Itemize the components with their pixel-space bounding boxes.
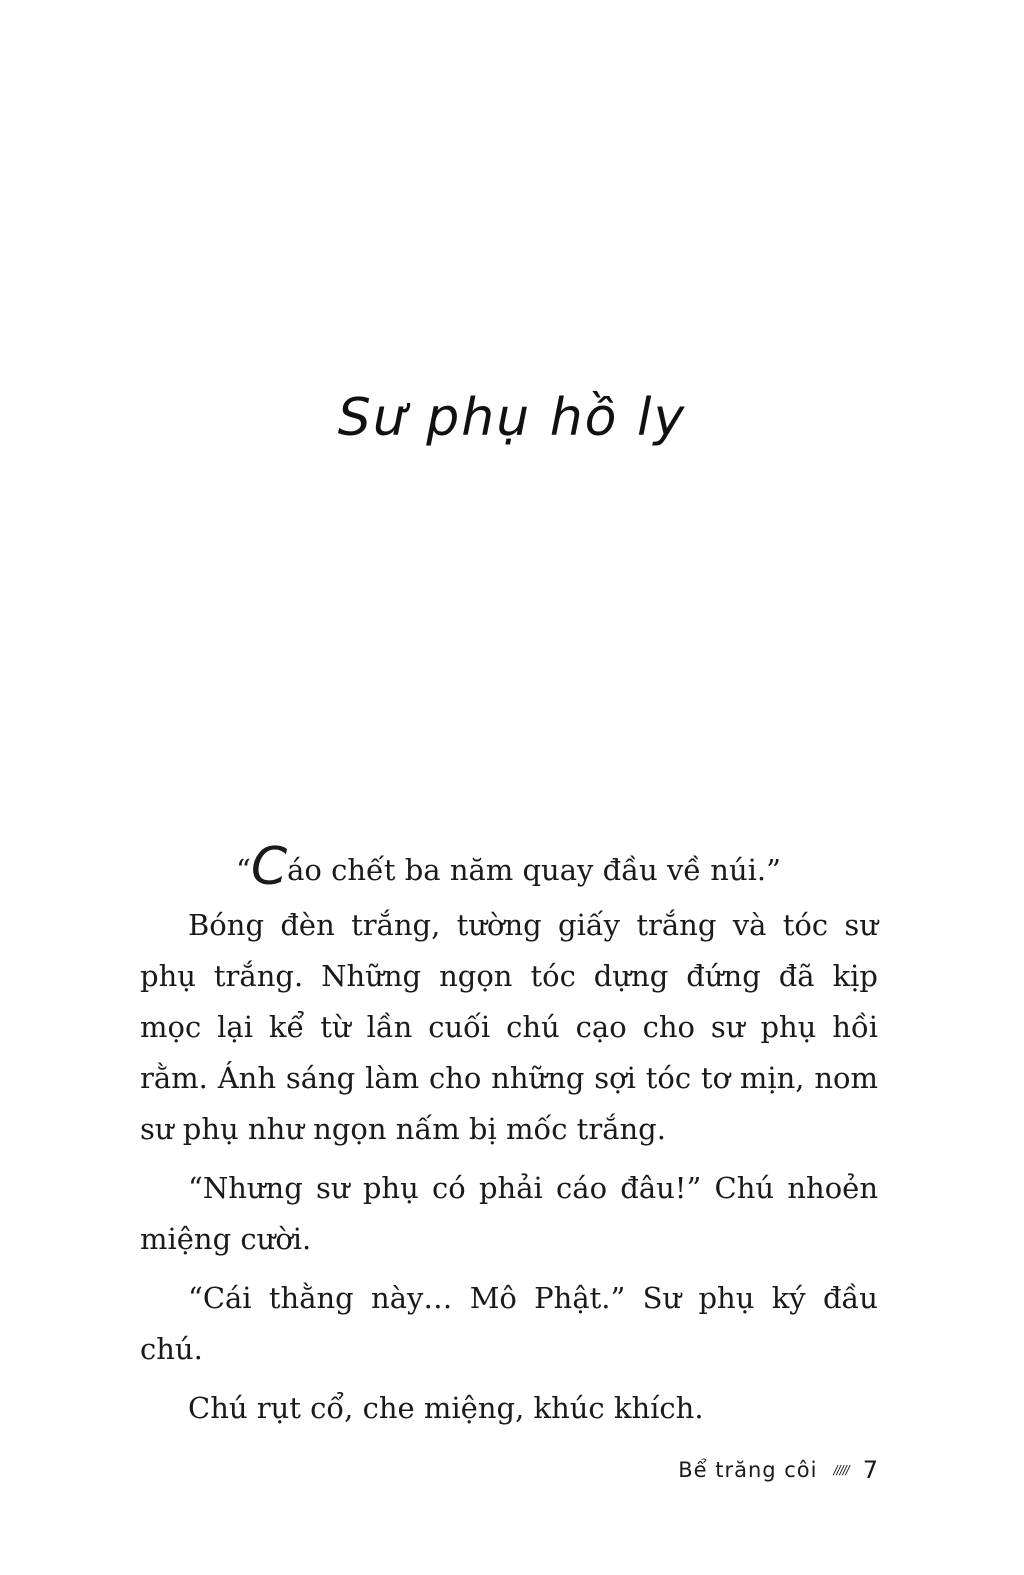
paragraph: “Nhưng sư phụ có phải cáo đâu!” Chú nhoẻn miệng cười. xyxy=(140,1171,878,1256)
footer-ornament: ///// xyxy=(833,1463,849,1477)
running-book-title: Bể trăng côi xyxy=(678,1458,818,1482)
chapter-title: Sư phụ hồ ly xyxy=(337,388,687,448)
opening-paragraph xyxy=(140,837,878,897)
chapter-body xyxy=(140,837,878,1442)
opening-text: áo chết ba năm quay đầu về núi.” xyxy=(287,853,781,887)
page-number: 7 xyxy=(862,1456,878,1484)
paragraph: “Cái thằng này… Mô Phật.” Sư phụ ký đầu chú. xyxy=(140,1281,878,1366)
page-footer xyxy=(678,1456,878,1484)
drop-cap: C xyxy=(250,837,288,897)
paragraph: Bóng đèn trắng, tường giấy trắng và tóc sư phụ trắng. Những ngọn tóc dựng đứng đã kịp mọc lại kể từ lần cuối chú cạo cho sư phụ hồi rằm. Ánh sáng làm cho những sợi tóc tơ mịn, nom sư phụ như ngọn nấm bị mốc trắng. xyxy=(140,908,878,1146)
opening-quote-mark: “ xyxy=(236,853,251,887)
paragraph: Chú rụt cổ, che miệng, khúc khích. xyxy=(188,1391,704,1425)
